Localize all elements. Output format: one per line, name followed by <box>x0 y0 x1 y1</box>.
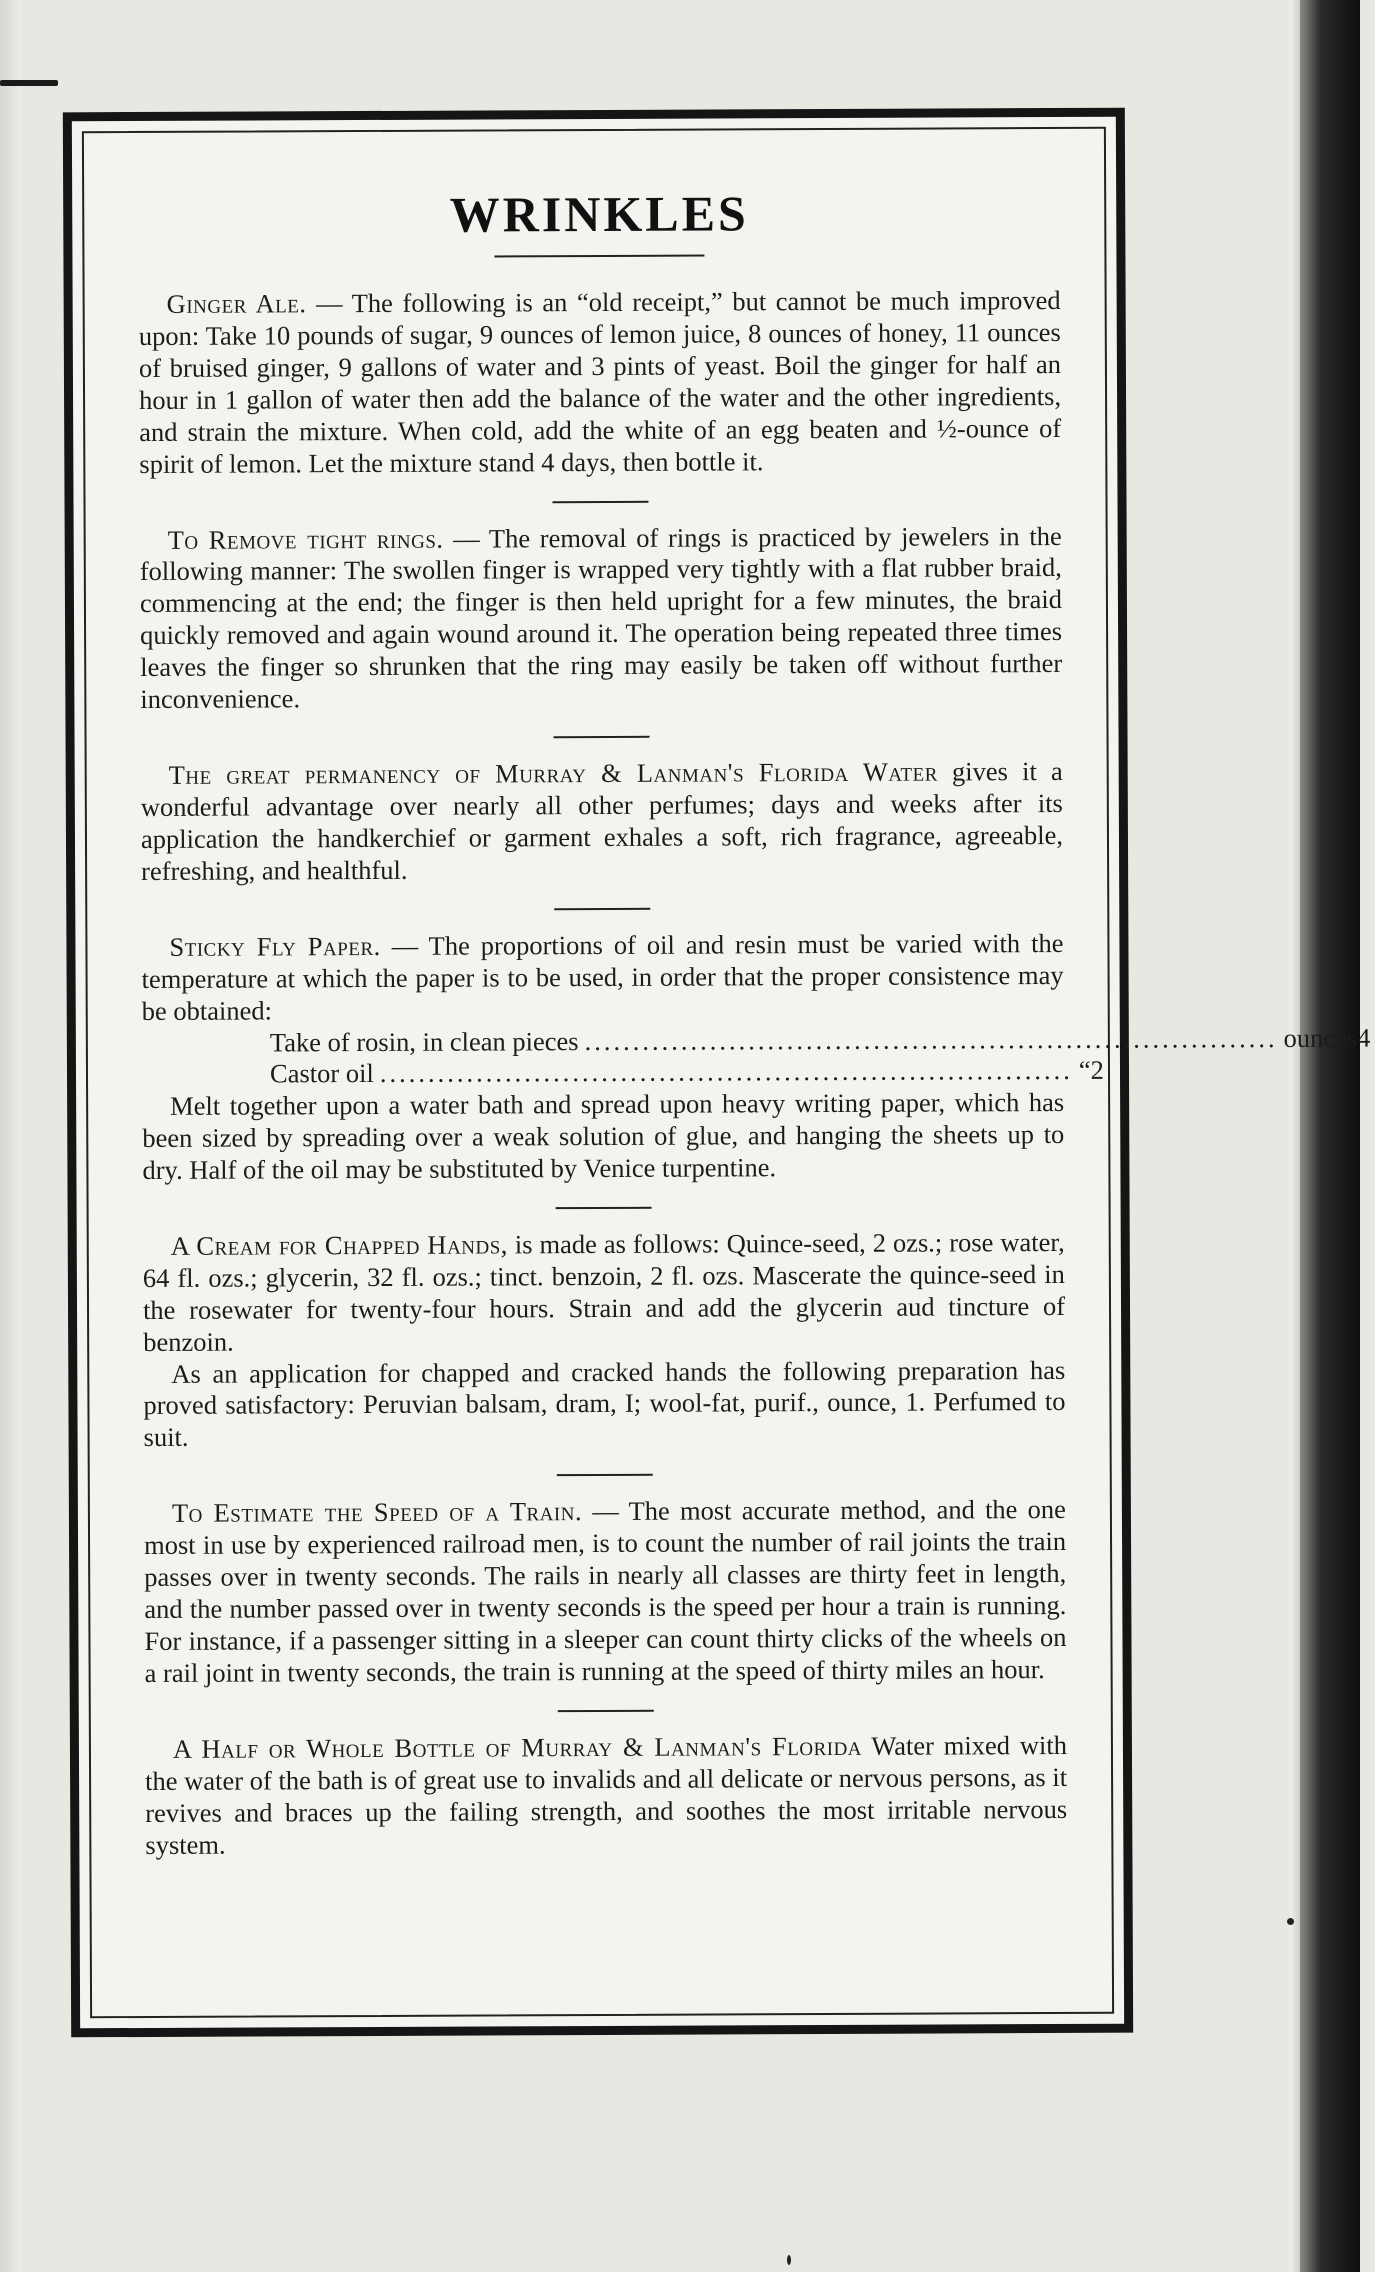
section-train-speed <box>144 1494 1067 1690</box>
scan-right-shadow <box>1300 0 1360 2272</box>
section-text: — The most accurate method, and the one most in use by experienced railroad men, is to count the number of rail joints the train passes over in twenty seconds. The rails in nearly all classes are thirty feet in length, and the number passed over in twenty seconds is the speed per hour a train is running. For instance, if a passenger sitting in a sleeper can count thirty clicks of the wheels on a rail joint in twenty seconds, the train is running at the speed of thirty miles an hour. <box>143 1494 1067 1688</box>
section-text: is made as follows: Quince-seed, 2 ozs.; rose water, 64 fl. ozs.; glycerin, 32 fl. ozs.; tinct. benzoin, 2 fl. ozs. Mascerate the quince-seed in the rosewater for twenty-four hours. Strain and add the glycerin aud tincture of benzoin. <box>142 1226 1066 1357</box>
recipe-row <box>142 1055 1104 1091</box>
binding-mark <box>0 80 58 86</box>
section-heading: To Estimate the Speed of a Train. <box>171 1496 583 1529</box>
section-florida-water <box>141 756 1064 888</box>
bordered-page <box>63 108 1371 2038</box>
section-heading: The great permanency of Murray & Lanman's Florida Water <box>168 756 938 790</box>
recipe-leader: ........................................................................ <box>379 1055 1073 1089</box>
page-edge <box>1290 0 1300 2272</box>
section-fly-paper <box>141 928 1063 1028</box>
recipe-qty: 2 <box>1090 1055 1104 1086</box>
scan-left-margin <box>0 0 22 2272</box>
section-chapped-hands <box>143 1227 1066 1359</box>
recipe-row <box>142 1022 1371 1059</box>
section-heading: A Half or Whole Bottle of Murray & Lanman's Florida <box>172 1730 863 1764</box>
recipe-unit: “ <box>1078 1055 1091 1086</box>
page-inner-border <box>82 127 1371 2018</box>
recipe-qty: 4 <box>1357 1022 1371 1053</box>
section-heading: A Cream for Chapped Hands, <box>170 1229 508 1261</box>
section-text-continued: As an application for chapped and cracked hands the following preparation has proved satisfactory: Peruvian balsam, dram, I; wool-fat, purif., ounce, 1. Perfumed to suit. <box>143 1354 1066 1453</box>
section-ginger-ale <box>139 285 1062 481</box>
recipe-item: Take of rosin, in clean pieces <box>269 1025 579 1057</box>
title-rule <box>494 255 704 258</box>
recipe-unit: ounces <box>1283 1022 1358 1053</box>
section-heading: To Remove tight rings. <box>167 523 444 555</box>
section-divider <box>558 1710 654 1712</box>
section-divider <box>556 1207 652 1209</box>
recipe-item: Castor oil <box>269 1058 374 1089</box>
section-remove-rings <box>140 521 1063 717</box>
section-text-continued: Melt together upon a water bath and spread upon heavy writing paper, which has been sized by spreading over a weak solution of glue, and hanging the sheets up to dry. Half of the oil may be substituted by Venice turpentine. <box>142 1087 1065 1185</box>
section-heading: Sticky Fly Paper. <box>169 930 381 962</box>
stray-mark <box>787 2255 791 2265</box>
stray-mark <box>1287 1918 1294 1925</box>
section-text: — The removal of rings is practiced by jewelers in the following manner: The swollen finger is wrapped very tightly with a flat rubber braid, commencing at the end; the finger is then held upright for a few minutes, the braid quickly removed and again wound around it. The operation being repeated three times leaves the finger so shrunken that the ring may easily be taken off without further inconvenience. <box>139 520 1063 715</box>
recipe-leader: ........................................................................ <box>584 1022 1278 1056</box>
section-text: — The following is an “old receipt,” but cannot be much improved upon: Take 10 pounds of sugar, 9 ounces of lemon juice, 8 ounces of honey, 11 ounces of bruised ginger, 9 gallons of water and 3 pints of yeast. Boil the ginger for half an hour in 1 gallon of water then add the balance of the water and the other ingredients, and strain the mixture. When cold, add the white of an egg beaten and ½-ounce of spirit of lemon. Let the mixture stand 4 days, then bottle it. <box>138 284 1062 479</box>
section-text: — The proportions of oil and resin must be varied with the temperature at which the paper is to be used, in order that the proper consistence may be obtained: <box>141 927 1064 1026</box>
page-title: WRINKLES <box>449 185 749 243</box>
section-text: gives it a wonderful advantage over nearly all other perfumes; days and weeks after its application the handkerchief or garment exhales a soft, rich fragrance, agreeable, refreshing, and healthful. <box>140 756 1064 886</box>
section-bath <box>145 1730 1068 1862</box>
section-divider <box>553 500 649 502</box>
section-divider <box>557 1474 653 1476</box>
section-heading: Ginger Ale. <box>166 288 307 319</box>
section-text: Water mixed with the water of the bath is of great use to invalids and all delicate or nervous persons, as it revives and braces up the failing strength, and soothes the most irritable nervous system. <box>145 1729 1068 1860</box>
section-divider <box>554 908 650 910</box>
section-divider <box>554 736 650 738</box>
